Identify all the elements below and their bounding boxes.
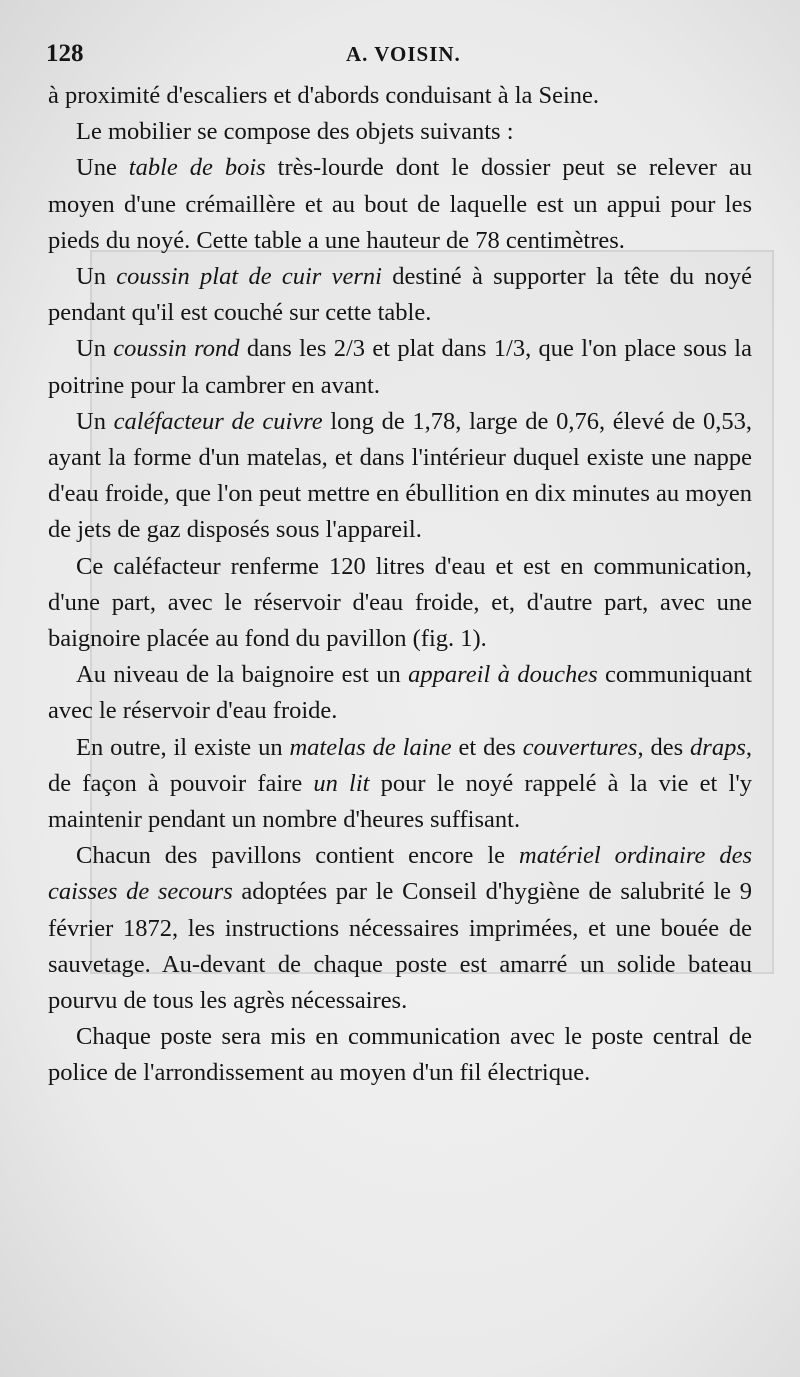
italic-term: matériel ordinaire des caisses de secours	[48, 842, 752, 906]
text-run: Au niveau de la baignoire est un	[76, 661, 409, 689]
text-run: Chacun des pavillons contient encore le	[76, 842, 520, 870]
text-run: communiquant avec le réservoir d'eau froide.	[48, 661, 752, 725]
italic-term: coussin rond	[113, 335, 240, 363]
italic-term: un lit	[313, 769, 370, 797]
italic-term: caléfacteur de cuivre	[113, 407, 323, 435]
text-run: long de 1,78, large de 0,76, élevé de 0,53, ayant la forme d'un matelas, et dans l'intérieur duquel existe une nappe d'eau froide, que l'on peut mettre en ébullition en dix minutes au moyen de jets de gaz disposés sous l'appareil.	[48, 407, 752, 544]
paragraph	[48, 838, 752, 1019]
italic-term: couvertures	[522, 733, 638, 761]
paragraph	[48, 1019, 752, 1091]
text-run: Ce caléfacteur renferme 120 litres d'eau et est en communication, d'une part, avec le réservoir d'eau froide, et, d'autre part, avec une baignoire placée au fond du pavillon (fig. 1).	[48, 552, 752, 653]
text-run: adoptées par le Conseil d'hygiène de salubrité le 9 février 1872, les instructions nécessaires imprimées, et une bouée de sauvetage. Au-devant de chaque poste est amarré un solide bateau pourvu de tous les agrès nécessaires.	[48, 878, 752, 1015]
text-run: très-lourde dont le dossier peut se relever au moyen d'une crémaillère et au bout de laquelle est un appui pour les pieds du noyé. Cette table a une hauteur de 78 centimètres.	[48, 154, 752, 254]
text-run: Un	[76, 335, 114, 363]
italic-term: draps	[690, 733, 746, 761]
paragraph	[48, 404, 752, 549]
paragraph	[48, 331, 752, 403]
paragraph	[48, 114, 752, 150]
text-run: pour le noyé rappelé à la vie et l'y maintenir pendant un nombre d'heures suffisant.	[48, 769, 753, 834]
page-header	[46, 40, 752, 74]
text-run: et des	[451, 733, 523, 761]
text-run: Un	[76, 407, 114, 435]
text-run: Chaque poste sera mis en communication avec le poste central de police de l'arrondissement au moyen d'un fil électrique.	[48, 1023, 752, 1087]
paragraph	[48, 78, 752, 114]
italic-term: appareil à douches	[408, 661, 598, 689]
paragraph	[48, 549, 752, 658]
text-run: dans les 2/3 et plat dans 1/3, que l'on place sous la poitrine pour la cambrer en avant.	[48, 335, 752, 399]
text-run: à proximité d'escaliers et d'abords conduisant à la Seine.	[48, 82, 600, 109]
italic-term: coussin plat de cuir verni	[116, 263, 382, 291]
text-run: Le mobilier se compose des objets suivants :	[76, 118, 514, 146]
text-run: destiné à supporter la tête du noyé pendant qu'il est couché sur cette table.	[48, 263, 752, 327]
text-run: Un	[76, 263, 117, 291]
paragraph	[48, 657, 752, 729]
italic-term: table de bois	[128, 154, 266, 182]
paragraph	[48, 730, 752, 839]
text-run: En outre, il existe un	[76, 733, 290, 761]
text-run: , de façon à pouvoir faire	[48, 733, 752, 797]
body-text	[48, 78, 752, 1092]
text-run: , des	[637, 733, 691, 761]
running-head: A. VOISIN.	[346, 42, 461, 66]
italic-term: matelas de laine	[289, 733, 452, 761]
paragraph	[48, 259, 752, 331]
page-number: 128	[46, 40, 84, 67]
text-run: Une	[76, 154, 129, 182]
paragraph	[48, 150, 752, 259]
